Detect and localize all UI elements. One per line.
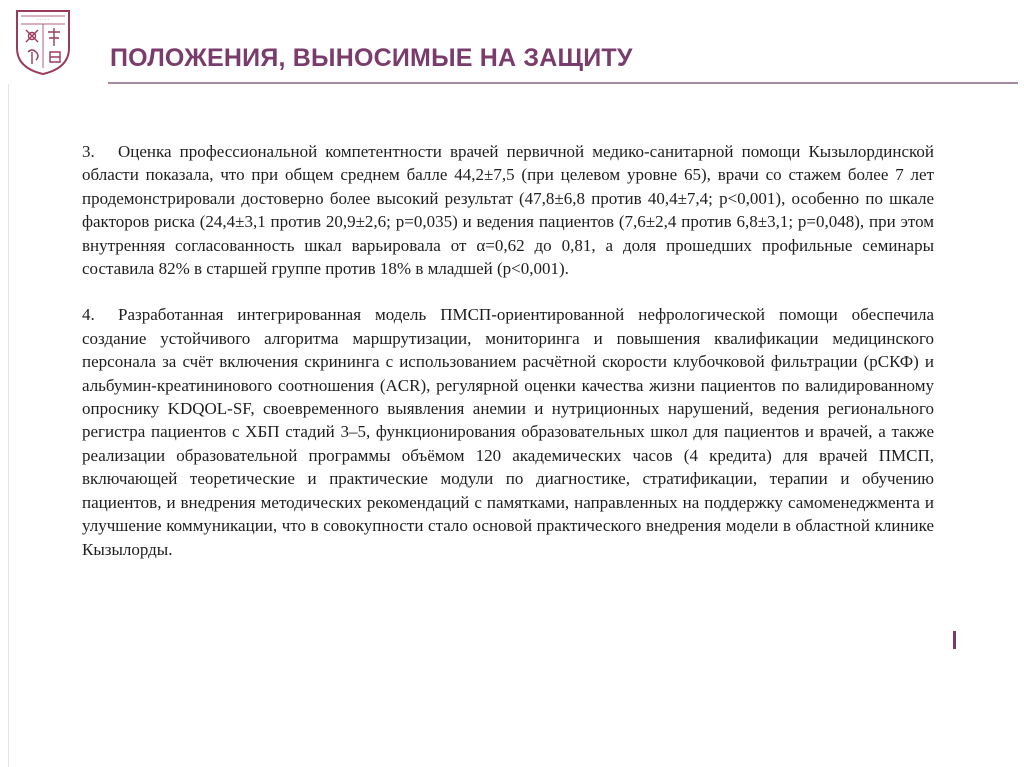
point-3	[82, 140, 934, 280]
university-crest-icon	[14, 8, 72, 76]
point-number: 3.	[82, 142, 95, 161]
title-divider	[108, 82, 1018, 84]
point-number: 4.	[82, 305, 95, 325]
point-4	[82, 303, 934, 560]
point-text: Разработанная интегрированная модель ПМСП-ориентированной нефрологической помощи обеспечила создание устойчивого алгоритма маршрутизации, мониторинга и повышения квалификации медицинского персонала за счёт включения скрининга с использованием расчётной скорости клубочковой фильтрации (рСКФ) и альбумин-креатининового соотношения (ACR), регулярной оценки качества жизни пациентов по валидированному опроснику KDQOL-SF, своевременного выявления анемии и нутриционных нарушений, ведения регионального регистра пациентов с ХБП стадий 3–5, функционирования образовательных школ для пациентов и врачей, а также реализации образовательной программы объёмом 120 академических часов (4 кредита) для врачей ПМСП, включающей теоретические и практические модули по диагностике, стратификации, терапии и обучению пациентов, и внедрения методических рекомендаций с памятками, направленных на поддержку самоменеджмента и улучшение коммуникации, что в совокупности стало основой практического внедрения модели в областной клинике Кызылорды.	[82, 305, 934, 559]
left-border-line	[8, 84, 9, 767]
page-title: ПОЛОЖЕНИЯ, ВЫНОСИМЫЕ НА ЗАЩИТУ	[110, 44, 633, 72]
slide-marker	[953, 631, 956, 649]
body-text	[82, 140, 934, 561]
point-text: Оценка профессиональной компетентности врачей первичной медико-санитарной помощи Кызылординской области показала, что при общем среднем балле 44,2±7,5 (при целевом уровне 65), врачи со стажем более 7 лет продемонстрировали достоверно более высокий результат (47,8±6,8 против 40,4±7,4; p<0,001), особенно по шкале факторов риска (24,4±3,1 против 20,9±2,6; p=0,035) и ведения пациентов (7,6±2,4 против 6,8±3,1; p=0,048), при этом внутренняя согласованность шкал варьировала от α=0,62 до 0,81, а доля прошедших профильные семинары составила 82% в старшей группе против 18% в младшей (p<0,001).	[82, 142, 934, 279]
svg-text:· · · · ·: · · · · ·	[36, 18, 50, 23]
